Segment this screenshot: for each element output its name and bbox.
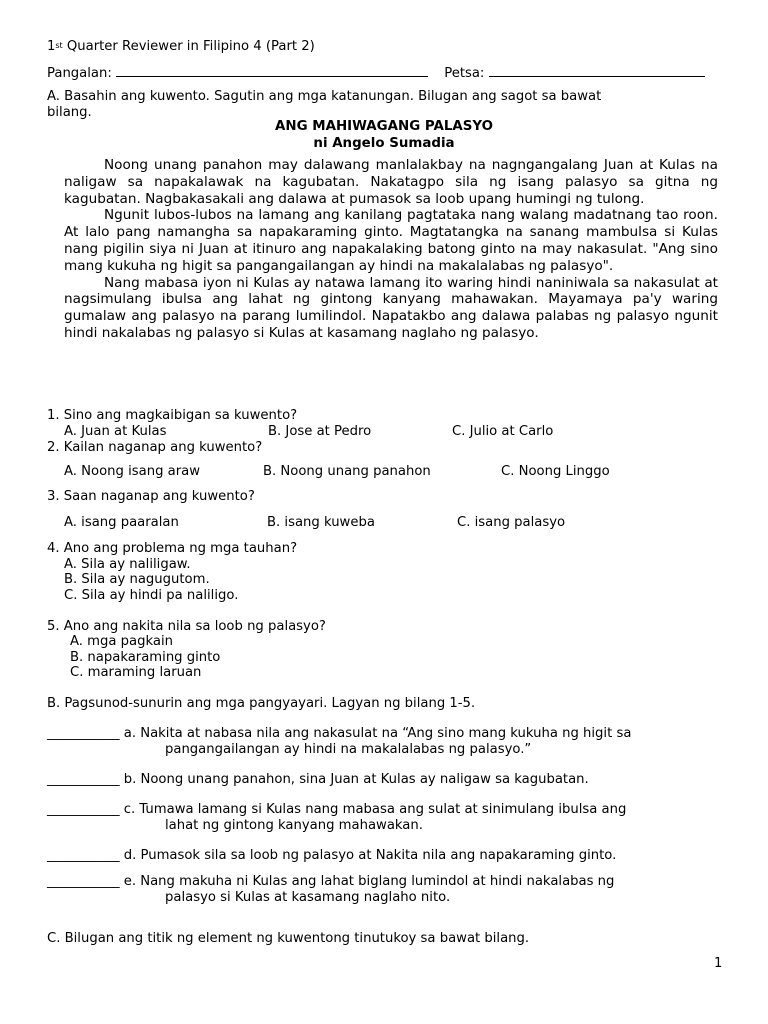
section-a-instruction-line1: A. Basahin ang kuwento. Sagutin ang mga katanungan. Bilugan ang sagot sa bawat — [47, 89, 602, 104]
q1-choice-c[interactable]: C. Julio at Carlo — [452, 424, 554, 439]
sequence-text-b: b. Noong unang panahon, sina Juan at Kulas ay naligaw sa kagubatan. — [123, 772, 589, 787]
quarter-superscript: st — [55, 41, 63, 50]
date-label: Petsa: — [444, 66, 485, 81]
q1-choice-a[interactable]: A. Juan at Kulas — [64, 424, 167, 439]
sequence-item-a — [47, 726, 631, 742]
question-2: 2. Kailan naganap ang kuwento? — [47, 440, 263, 455]
sequence-text-c-cont: lahat ng gintong kanyang mahawakan. — [165, 818, 423, 833]
q2-choice-c[interactable]: C. Noong Linggo — [501, 464, 610, 479]
sequence-text-d: d. Pumasok sila sa loob ng palasyo at Nakita nila ang napakaraming ginto. — [123, 848, 617, 863]
sequence-item-c — [47, 802, 626, 818]
sequence-blank-d[interactable]: ___________ — [47, 848, 120, 863]
q3-choice-b[interactable]: B. isang kuweba — [267, 515, 375, 530]
sequence-text-e: e. Nang makuha ni Kulas ang lahat biglang lumindol at hindi nakalabas ng — [123, 874, 615, 889]
story-paragraph: Nang mabasa iyon ni Kulas ay natawa lamang ito waring hindi naniniwala sa nakasulat at nagsimulang ibulsa ang lahat ng gintong kanyang mahawakan. Mayamaya pa'y waring gumalaw ang palasyo na parang lumilindol. Napatakbo ang dalawa palabas ng palasyo ngunit hindi nakalabas ng palasyo si Kulas at kasamang naglaho ng palasyo. — [64, 274, 718, 341]
story-body — [64, 157, 718, 342]
document-title — [47, 39, 315, 55]
section-c-instruction: C. Bilugan ang titik ng element ng kuwentong tinutukoy sa bawat bilang. — [47, 931, 530, 946]
question-3: 3. Saan naganap ang kuwento? — [47, 489, 255, 504]
page-number: 1 — [714, 956, 723, 971]
story-paragraph: Noong unang panahon may dalawang manlalakbay na nagngangalang Juan at Kulas na naligaw sa napakalawak na kagubatan. Nakatagpo sila ng isang palasyo sa gitna ng kagubatan. Nagbakasakali ang dalawa at pumasok sa loob upang humingi ng tulong. — [64, 157, 718, 207]
q2-choice-a[interactable]: A. Noong isang araw — [64, 464, 201, 479]
name-label: Pangalan: — [47, 66, 112, 81]
name-field[interactable] — [116, 64, 428, 77]
q4-choice-b[interactable]: B. Sila ay nagugutom. — [64, 572, 210, 587]
q1-choice-b[interactable]: B. Jose at Pedro — [268, 424, 372, 439]
sequence-item-b — [47, 772, 589, 788]
sequence-blank-e[interactable]: ___________ — [47, 874, 120, 889]
story-author: ni Angelo Sumadia — [313, 136, 455, 151]
sequence-blank-b[interactable]: ___________ — [47, 772, 120, 787]
sequence-text-a: a. Nakita at nabasa nila ang nakasulat na “Ang sino mang kukuha ng higit sa — [123, 726, 632, 741]
quarter-number: 1 — [47, 39, 56, 54]
sequence-text-c: c. Tumawa lamang si Kulas nang mabasa ang sulat at sinimulang ibulsa ang — [123, 802, 627, 817]
q5-choice-c[interactable]: C. maraming laruan — [70, 665, 202, 680]
q5-choice-b[interactable]: B. napakaraming ginto — [70, 650, 221, 665]
story-paragraph: Ngunit lubos-lubos na lamang ang kanilang pagtataka nang walang madatnang tao roon. At lalo pang namangha sa napakaraming ginto. Magtatangka na sanang mambulsa si Kulas nang pigilin siya ni Juan at itinuro ang napakalaking batong ginto na may nakasulat. "Ang sino mang kukuha ng higit sa pangangailangan ay hindi na makalalabas ng palasyo". — [64, 207, 718, 274]
title-text: Quarter Reviewer in Filipino 4 (Part 2) — [62, 39, 315, 54]
sequence-item-d — [47, 848, 616, 864]
section-b-instruction: B. Pagsunod-sunurin ang mga pangyayari. Lagyan ng bilang 1-5. — [47, 696, 476, 711]
q4-choice-c[interactable]: C. Sila ay hindi pa naliligo. — [64, 588, 239, 603]
name-row — [47, 64, 705, 82]
section-a-instruction-line2: bilang. — [47, 105, 92, 120]
sequence-text-a-cont: pangangailangan ay hindi na makalalabas ng palasyo.” — [165, 742, 532, 757]
date-field[interactable] — [489, 64, 705, 77]
sequence-item-e — [47, 874, 614, 890]
sequence-text-e-cont: palasyo si Kulas at kasamang naglaho nito. — [165, 890, 451, 905]
q3-choice-a[interactable]: A. isang paaralan — [64, 515, 179, 530]
q4-choice-a[interactable]: A. Sila ay naliligaw. — [64, 557, 191, 572]
question-5: 5. Ano ang nakita nila sa loob ng palasyo? — [47, 619, 326, 634]
story-title: ANG MAHIWAGANG PALASYO — [275, 119, 493, 134]
q3-choice-c[interactable]: C. isang palasyo — [457, 515, 566, 530]
sequence-blank-a[interactable]: ___________ — [47, 726, 120, 741]
question-4: 4. Ano ang problema ng mga tauhan? — [47, 541, 298, 556]
question-1: 1. Sino ang magkaibigan sa kuwento? — [47, 408, 298, 423]
sequence-blank-c[interactable]: ___________ — [47, 802, 120, 817]
q5-choice-a[interactable]: A. mga pagkain — [70, 634, 173, 649]
q2-choice-b[interactable]: B. Noong unang panahon — [263, 464, 431, 479]
